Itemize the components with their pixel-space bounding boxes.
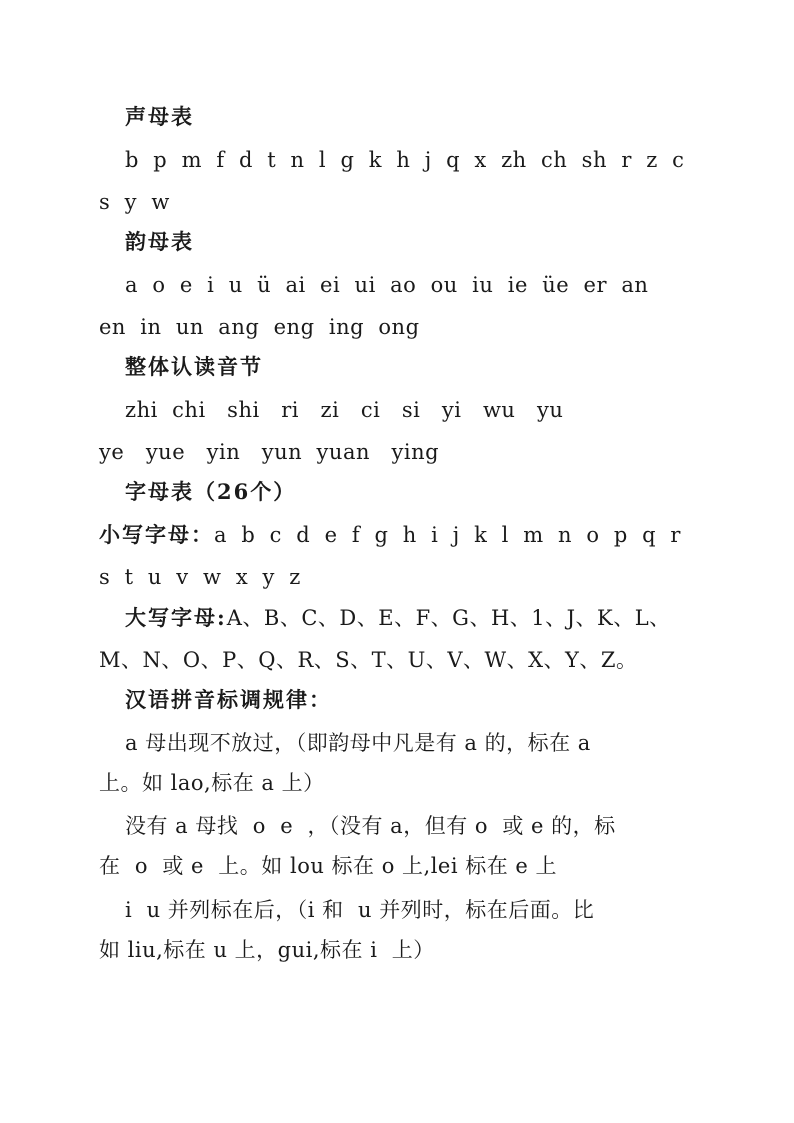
rules-heading: 汉语拼音标调规律： [125,687,332,712]
rule-line-3: 没有 a 母找 o e ，（没有 a，但有 o 或 e 的，标 [125,814,616,838]
lowercase-label: 小写字母： [99,522,214,547]
shengmu-line-2: s y w [99,190,170,214]
shengmu-line-1: b p m f d t n l g k h j q x zh ch sh r z c [125,148,685,172]
rule-line-6: 如 liu,标在 u 上，gui,标在 i 上） [99,938,435,962]
lowercase-letters-1: a b c d e f g h i j k l m n o p q r [214,523,681,547]
rule-line-2: 上。如 lao,标在 a 上） [99,771,325,795]
shengmu-heading: 声母表 [125,104,194,129]
rule-line-4: 在 o 或 e 上。如 lou 标在 o 上,lei 标在 e 上 [99,854,558,878]
yunmu-heading: 韵母表 [125,229,194,254]
yunmu-line-1: a o e i u ü ai ei ui ao ou iu ie üe er an [125,273,649,297]
lowercase-letters-2: s t u v w x y z [99,565,301,589]
zhengti-line-1: zhi chi shi ri zi ci si yi wu yu [125,398,564,422]
uppercase-letters-2: M、N、O、P、Q、R、S、T、U、V、W、X、Y、Z。 [99,648,638,672]
lowercase-line-1 [99,520,681,550]
rule-line-1: a 母出现不放过，（即韵母中凡是有 a 的，标在 a [125,731,591,755]
zhengti-heading: 整体认读音节 [125,354,263,379]
uppercase-letters-1: A、B、C、D、E、F、G、H、1、J、K、L、 [226,606,671,630]
zimu-heading: 字母表（26个） [125,479,297,504]
uppercase-label: 大写字母: [125,605,227,630]
uppercase-line-1 [125,603,671,633]
zhengti-line-2: ye yue yin yun yuan ying [99,440,440,464]
yunmu-line-2: en in un ang eng ing ong [99,315,420,339]
rule-line-5: i u 并列标在后，（i 和 u 并列时，标在后面。比 [125,898,595,922]
